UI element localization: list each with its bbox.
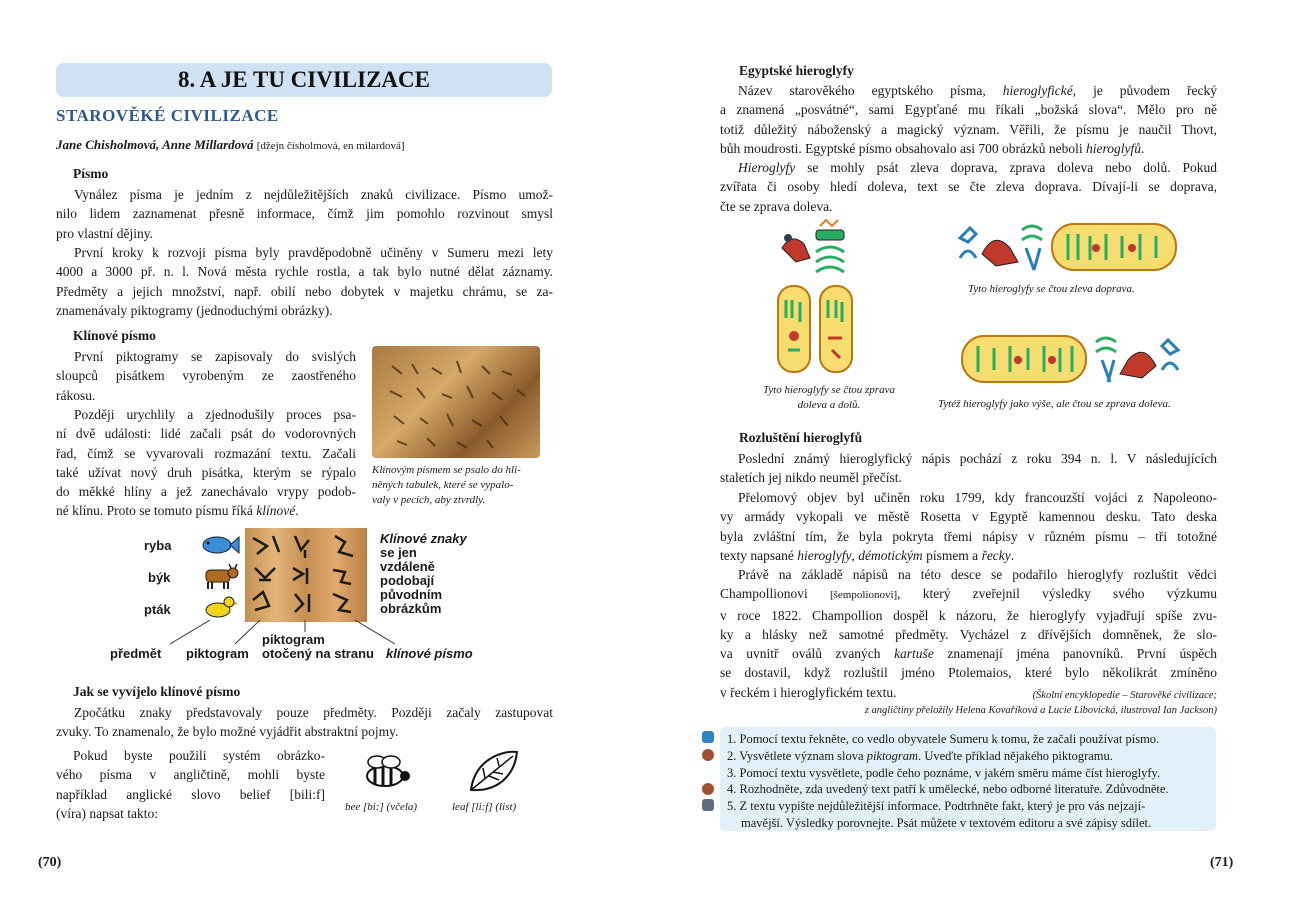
heading-vyvoj: Jak se vyvíjelo klínové písmo — [73, 684, 241, 699]
paragraph-pismo-1: Vynález písma je jedním z nejdůležitějších znaků civilizace. Písmo umož- nilo lidem zaznamenat přesně informace, čímž jim pomohlo rozvinout smysl pro vlastní dějiny. — [56, 187, 553, 241]
paragraph-egypt-1: Název starověkého egyptského písma, hieroglyfické, je původem řecký a znamená „posvátné“, sami Egypťané mu říkali „božská slova“. Mělo pro ně totiž důležitý náboženský a magický význam. Věřili, že písmu je naučil Thovt, bůh moudrosti. Egyptské písmo obsahovalo asi 700 obrázků neboli hieroglyfů. — [720, 83, 1218, 156]
label-byk: býk — [148, 570, 171, 585]
cuneiform-sign-strip — [245, 528, 367, 622]
bee-caption: bee [bi:] (včela) — [345, 801, 418, 813]
section-title: STAROVĚKÉ CIVILIZACE — [56, 106, 279, 125]
label-piktogram-2: piktogram — [262, 632, 325, 647]
left-page — [0, 0, 646, 905]
hieroglyph-row-ltr-icon — [956, 218, 1182, 278]
label-klinove-pismo: klínové písmo — [386, 646, 473, 661]
heading-rozlusteni: Rozluštění hieroglyfů — [739, 430, 863, 445]
bee-icon — [355, 752, 415, 794]
authors — [56, 137, 405, 153]
hieroglyph-column-icon — [776, 218, 856, 378]
question-5: 5. Z textu vypište nejdůležitější informace. Podtrhněte fakt, který je pro vás nejzají- — [727, 799, 1146, 814]
cuneiform-marks-icon — [372, 346, 540, 458]
pictogram-diagram — [110, 528, 490, 668]
paragraph-klinove-2: Později urychlily a zjednodušily proces psa- ní dvě události: lidé začali psát do vodorovných řad, čímž se vyvarovali rozmazání textu. Začali také užívat nový druh pisátka, kterým se rýpalo do měkké hlíny a jež zanechávalo vrypy podob- né klínu. Proto se tomuto písmu říká klínové. — [56, 407, 356, 519]
label-predmet: předmět — [110, 646, 162, 661]
label-ryba: ryba — [144, 538, 172, 553]
puzzle-icon — [702, 731, 714, 743]
right-page — [646, 0, 1293, 905]
ltr-hieroglyphs-image — [956, 218, 1182, 278]
source-citation: (Školní encyklopedie – Starověké civilizace; z angličtiny přeložily Helena Kovaříková a Lucie Libovická, ilustroval Ian Jackson) — [864, 690, 1217, 716]
author-names: Jane Chisholmová, Anne Millardová — [56, 137, 254, 152]
paragraph-egypt-2: Hieroglyfy se mohly psát zleva doprava, zprava doleva nebo dolů. Pokud zvířata či osoby hledí doleva, text se čte zleva doprava. Dívají-li se doprava, čte se zprava doleva. — [720, 160, 1217, 214]
rtl-hieroglyphs-image — [956, 330, 1182, 390]
leaf-caption: leaf [li:f] (list) — [452, 801, 517, 813]
paragraph-rozlusteni-2: Přelomový objev byl učiněn roku 1799, kdy francouzští vojáci z Napoleono- vy armády vykopali ve městě Rosetta v Egyptě kamennou desku. Tato deska byla zvláštní tím, že byla pokryta třemi nápisy v různém písmu – tři totožné texty napsané hieroglyfy, démotickým písmem a řecky. — [720, 490, 1217, 563]
heading-klinove: Klínové písmo — [73, 328, 156, 343]
leaf-icon — [465, 748, 521, 794]
cuneiform-signs-icon — [245, 528, 367, 622]
heading-egypt: Egyptské hieroglyfy — [739, 63, 854, 78]
heading-pismo: Písmo — [73, 166, 109, 181]
question-1: 1. Pomocí textu řekněte, co vedlo obyvatele Sumeru k tomu, že začali používat písmo. — [727, 732, 1160, 746]
chapter-title: 8. A JE TU CIVILIZACE — [56, 63, 552, 97]
question-4: 4. Rozhodněte, zda uvedený text patří k umělecké, nebo odborné literatuře. Zdůvodněte. — [727, 782, 1169, 797]
question-5-cont: mavější. Výsledky porovnejte. Psát můžete v textovém editoru a své zápisy sdílet. — [741, 815, 1152, 830]
vertical-hieroglyphs-image — [776, 218, 856, 378]
questions-list — [727, 731, 1217, 832]
label-piktogram: piktogram — [186, 646, 249, 661]
paragraph-pismo-2: První kroky k rozvoji písma byly pravděpodobně učiněny v Sumeru mezi lety 4000 a 3000 př. n. l. Nová města rychle rostla, a tak bylo nutné dělat záznamy. Předměty a jejich množství, např. obilí nebo dobytek v majetku chrámu, se za- znamenávaly piktogramy (jednoduchými obrázky). — [56, 245, 553, 318]
owl-icon-2 — [702, 783, 714, 795]
page-number-left: (70) — [38, 855, 62, 870]
hieroglyph-row-rtl-icon — [956, 330, 1182, 390]
fish-icon — [200, 534, 240, 556]
author-pronunciation: [džejn čisholmová, en milardová] — [256, 140, 405, 152]
clay-tablet-image — [372, 346, 540, 458]
owl-icon — [702, 749, 714, 761]
label-ptak: pták — [144, 602, 171, 617]
question-2: 2. Vysvětlete význam slova piktogram. Uveďte příklad nějakého piktogramu. — [727, 748, 1113, 763]
tablet-caption: Klínovým písmem se psalo do hli- něných tabulek, které se vypalo- valy v pecích, aby ztvrdly. — [372, 464, 521, 506]
cuneiform-note: Klínové znaky se jen vzdáleně podobají původním obrázkům — [380, 531, 467, 616]
caption-vertical: Tyto hieroglyfy se čtou zprava doleva a dolů. — [763, 384, 895, 411]
paragraph-rozlusteni-1: Poslední známý hieroglyfický nápis pochází z roku 394 n. l. V následujících staletích jej nikdo neuměl přečíst. — [720, 451, 1217, 486]
paragraph-rozlusteni-3: Právě na základě nápisů na této desce se podařilo hieroglyfy rozluštit vědci Champollionovi [šempolionovi], který zveřejnil výsledky svého výzkumu v roce 1822. Champollion dospěl k názoru, že hieroglyfy vyjadřují spíše zvu- ky a hlásky než samotné předměty. Vycházel z dřívějších domněnek, že slo- va uvnitř oválů zvaných kartuše znamenají jména panovníků. První úspěch se dostavil, když rozluštil jméno Ptolemaios, které bylo několikrát zmíněno v řeckém i hieroglyfickém textu. — [720, 567, 1217, 700]
paragraph-klinove-1: První piktogramy se zapisovaly do svislých sloupců pisátkem vyrobeným ze zaostřeného rákosu. — [56, 349, 356, 403]
bull-icon — [200, 564, 240, 590]
paragraph-vyvoj: Zpočátku znaky představovaly pouze předměty. Později začaly zastupovat zvuky. To znamenalo, že bylo možné vyjádřit abstraktní pojmy. — [56, 705, 553, 740]
caption-rtl: Tytéž hieroglyfy jako výše, ale čtou se zprava doleva. — [938, 398, 1171, 410]
question-3: 3. Pomocí textu vysvětlete, podle čeho poznáme, v jakém směru máme číst hieroglyfy. — [727, 765, 1161, 780]
label-otoceny: otočený na stranu — [262, 646, 374, 661]
paragraph-english: Pokud byste použili systém obrázko- vého písma v angličtině, mohli byste například anglické slovo belief [bili:f] (víra) napsat takto: — [56, 748, 325, 821]
bird-icon — [202, 594, 238, 620]
computer-icon — [702, 799, 714, 811]
page-number-right: (71) — [1210, 855, 1234, 870]
caption-ltr: Tyto hieroglyfy se čtou zleva doprava. — [968, 283, 1135, 295]
